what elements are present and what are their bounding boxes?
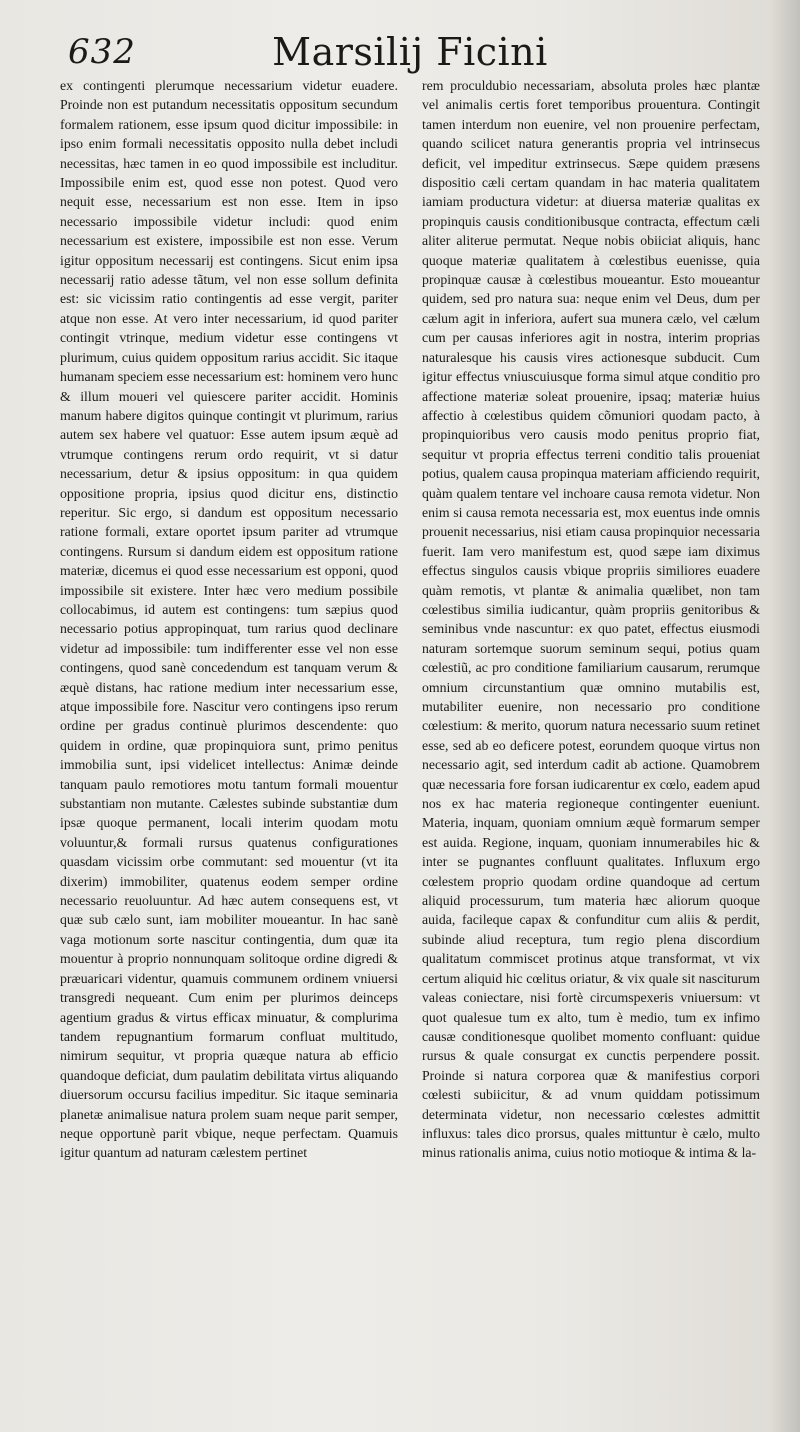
page-edge-shadow <box>770 0 800 1432</box>
page-number: 632 <box>68 32 136 72</box>
page-header <box>60 20 760 76</box>
left-column-text: ex contingenti plerumque necessarium videtur euadere. Proinde non est putandum necessitatis oppositum secundum formalem rationem, esse ipsum quod dicitur impossibile: in ipso enim formali necessitatis opposito nulla debet includi necessitas, hæc tamen in eo quod impossibile est includitur. Impossibile enim est, quod esse non potest. Quod vero nequit esse, necessarium est non esse. Item in ipso necessario impossibile videtur includi: quod enim necessarium est existere, impossibile est non esse. Verum igitur oppositum necessarij est contingens. Sicut enim ipsa necessarij ratio adesse tãtum, vel non esse sollum definita est: sic vicissim ratio contingentis ad esse vergit, pariter atque non esse. At vero inter necessarium, id quod pariter contingit vtrinque, medium videtur esse contingens vt plurimum, cuius quidem oppositum rarius accidit. Sic itaque humanam speciem esse necessarium est: hominem vero hunc & illum moueri vel quiescere pariter accidit. Hominis manum habere digitos quinque contingit vt plurimum, rarius autem sex habere vel quatuor: Esse autem ipsum æquè ad vtrumque contingens rerum ordo requirit, vt si datur necessarium, detur & ipsius oppositum: in qua quidem oppositione propria, ipsius quod dicitur ens, distinctio reperitur. Sic ergo, si dandum est oppositum necessario ratione formali, extare oportet ipsum pariter ad vtrumque contingens. Rursum si dandum eidem est oppositum ratione materiæ, dicemus ei quod esse necessarium est opponi, quod impossibile sit existere. Inter hæc vero medium possibile collocabimus, id autem est contingens: tum sæpius quod necessario potius appropinquat, tum rarius quod declinare videtur ad impossibile: tum indifferenter esse vel non esse contingens, quod sanè concedendum est tanquam verum & æquè distans, hac ratione medium inter necessarium esse, atque impossibile fore. Nascitur vero contingens ipso rerum ordine per gradus continuè plurimos descendente: quo quidem in ordine, quæ propinquiora sunt, primo penitus immobilia sunt, ipsi videlicet intellectus: Animæ deinde tanquam paulo remotiores motu tantum formali mouentur substantiam non mutante. Cælestes subinde substantiæ dum ipsæ quoque permanent, locali interim quodam motu voluuntur,& formali rursus quatenus configurationes quasdam vicissim orbe commutant: sed mouentur (vt ita dixerim) immobiliter, quatenus eodem semper ordine necessario reuoluuntur. Ad hæc autem consequens est, vt quæ sub cælo sunt, iam mobiliter moueantur. In hac sanè vaga motionum sorte nascitur contingentia, dum quæ ita mouentur à proprio nonnunquam solitoque ordine digredi & præuaricari videntur, quamuis communem ordinem vniuersi transgredi nequeant. Cum enim per plurimos deinceps agentium gradus & virtus efficax minuatur, & complurima tandem repugnantium formarum confluat multitudo, nimirum sequitur, vt propria quæque natura ab efficio quandoque deficiat, dum paulatim debilitata virtus aliquando diuersorum occursu facilius impeditur. Sic itaque seminaria planetæ animalisue natura prolem suam neque parit semper, neque opportunè parit vbique, neque perfectam. Quamuis igitur quantum ad naturam cælestem pertinet <box>60 78 398 1161</box>
right-column-text: rem proculdubio necessariam, absoluta proles hæc plantæ vel animalis certis foret temporibus prouentura. Contingit tamen interdum non euenire, vel non prouenire perfectam, quando scilicet natura generantis propria vel intrinsecus deficit, vel impeditur extrinsecus. Sæpe quidem præsens dispositio cæli certam quandam in hac materia qualitatem iamiam productura videtur: at diuersa materiæ qualitas ex propinquis causis conditionibusque contracta, effectum cæli aliter aliterue permutat. Neque nobis obiiciat aliquis, hanc quoque materiæ qualitatem à cœlestibus euenisse, quia propinquæ causæ à cœlestibus moueantur. Esto moueantur quidem, sed pro natura sua: neque enim vel Deus, dum per cælum agit in inferiora, aufert sua munera cælo, vel cælum cum per causas inferiores agit in nostra, interim proprias naturalesque his causis vires actionesque subducit. Cum igitur effectus vniuscuiusque forma simul atque conditio pro affectione materiæ soleat prouenire, ipsaq; materiæ huius affectio à cœlestibus quidem cõmuniori quodam pacto, à propinquioribus vero causis modo penitus proprio fiat, sequitur vt propria effectus terreni conditio talis proueniat potius, qualem causa propinqua materiam afficiendo requirit, quàm qualem tentare vel inchoare causa remota videtur. Non enim si causa remota necessaria est, mox euentus inde omnis prouenit necessarius, nisi etiam causa propinquior necessaria fuerit. Iam vero manifestum est, quod sæpe iam diximus effectus singulos causis vbique propriis similiores euadere quàm remotis, vt plantæ & animalia quælibet, non tam cœlestibus similia iudicantur, quàm propriis genitoribus & seminibus vnde nascuntur: ex quo patet, effectus eiusmodi naturam sortemque suorum seminum sequi, potius quam cœlestiũ, ac pro conditione familiarium causarum, rerumque omnium circunstantium quæ omnino mutabilis est, mutabiliter euenire, non necessario pro conditione cœlestium: & merito, quorum natura necessario suum retinet esse, sed ab eo deficere potest, eorundem quoque virtus non necessario agit, sed interdum cadit ab actione. Quamobrem quæ necessaria fore forsan iudicarentur ex cœlo, eadem apud nos ex hac materia regioneque contingenter eueniunt. Materia, inquam, quoniam omnium æquè formarum semper est auida. Regione, inquam, quoniam innumerabiles hic & inter se pugnantes confluunt qualitates. Influxum ergo cœlestem proprio quodam ordine quandoque ad certum aliquid processurum, tum materia hæc aliorum quoque auida, facileque capax & confunditur cum aliis & perdit, subinde aliud receptura, tum regio plena discordium qualitatum commiscet protinus atque transformat, vt vix certum aliquid hic cœlitus oriatur, & vix quale sit nasciturum valeas coniectare, nisi fortè circumspexeris vniuersum: vt quot qualesue tum ex alto, tum è medio, tum ex infimo causæ conditionesque quolibet momento confluant: quidue rursus & quale consurgat ex cunctis perpendere possit. Proinde si natura corporea quæ & manifestius corpori cœlesti subiicitur, & ad vnum quiddam potissimum determinata videtur, non necessario cœlestes admittit influxus: tales dico prorsus, quales mittuntur è cælo, multo minus rationalis anima, cuius notio motioque & intima & la- <box>422 78 760 1161</box>
text-columns <box>60 76 760 1163</box>
right-column <box>422 76 760 1163</box>
running-title: Marsilij Ficini <box>272 30 548 74</box>
left-column <box>60 76 398 1163</box>
